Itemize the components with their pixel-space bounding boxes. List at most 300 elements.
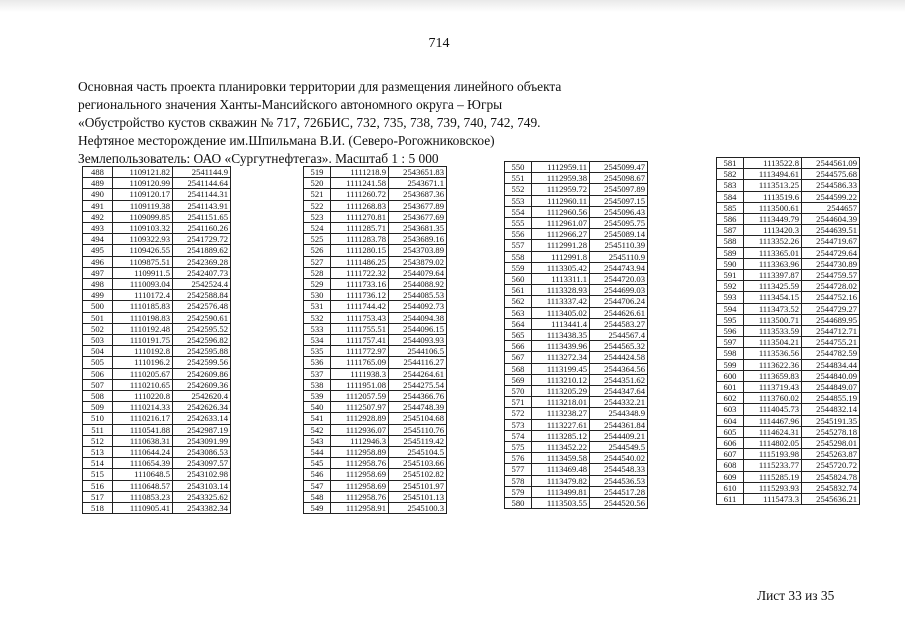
x-coordinate-cell: 1113205.29 <box>532 386 590 397</box>
point-number-cell: 546 <box>304 469 331 480</box>
point-number-cell: 506 <box>83 368 113 379</box>
point-number-cell: 518 <box>83 503 113 514</box>
point-number-cell: 530 <box>304 290 331 301</box>
x-coordinate-cell: 1113500.61 <box>744 202 802 213</box>
table-row <box>505 408 648 419</box>
header-line-4: Нефтяное месторождение им.Шпильмана В.И. (Северо-Рогожниковское) <box>78 133 495 148</box>
x-coordinate-cell: 1112958.76 <box>331 458 389 469</box>
y-coordinate-cell: 2544092.73 <box>389 301 447 312</box>
point-number-cell: 555 <box>505 218 532 229</box>
y-coordinate-cell: 2545104.68 <box>389 413 447 424</box>
table-row <box>83 346 231 357</box>
table-row <box>83 189 231 200</box>
x-coordinate-cell: 1113397.87 <box>744 270 802 281</box>
table-row <box>505 206 648 217</box>
point-number-cell: 513 <box>83 447 113 458</box>
document-header <box>78 78 678 168</box>
table-row <box>83 267 231 278</box>
point-number-cell: 492 <box>83 211 113 222</box>
table-row <box>304 267 447 278</box>
point-number-cell: 549 <box>304 503 331 514</box>
table-row <box>304 458 447 469</box>
y-coordinate-cell: 2542576.48 <box>173 301 231 312</box>
table-row <box>83 413 231 424</box>
point-number-cell: 580 <box>505 498 532 509</box>
x-coordinate-cell: 1113513.25 <box>744 180 802 191</box>
table-row <box>304 301 447 312</box>
y-coordinate-cell: 2544264.61 <box>389 368 447 379</box>
x-coordinate-cell: 1112958.69 <box>331 469 389 480</box>
point-number-cell: 608 <box>717 460 744 471</box>
point-number-cell: 556 <box>505 229 532 240</box>
table-row <box>505 307 648 318</box>
coordinates-table-1 <box>82 166 231 514</box>
point-number-cell: 578 <box>505 475 532 486</box>
table-row <box>304 234 447 245</box>
x-coordinate-cell: 1113469.48 <box>532 464 590 475</box>
point-number-cell: 503 <box>83 335 113 346</box>
point-number-cell: 504 <box>83 346 113 357</box>
y-coordinate-cell: 2544755.21 <box>802 337 860 348</box>
y-coordinate-cell: 2543091.99 <box>173 435 231 446</box>
y-coordinate-cell: 2545278.18 <box>802 426 860 437</box>
coordinates-table-4 <box>716 157 860 505</box>
point-number-cell: 501 <box>83 312 113 323</box>
point-number-cell: 601 <box>717 382 744 393</box>
point-number-cell: 498 <box>83 279 113 290</box>
table-row <box>304 200 447 211</box>
y-coordinate-cell: 2544096.15 <box>389 323 447 334</box>
y-coordinate-cell: 2545096.43 <box>590 206 648 217</box>
table-row <box>83 402 231 413</box>
table-row <box>304 469 447 480</box>
table-row <box>505 240 648 251</box>
y-coordinate-cell: 2545099.47 <box>590 162 648 173</box>
point-number-cell: 610 <box>717 482 744 493</box>
x-coordinate-cell: 1112936.07 <box>331 424 389 435</box>
point-number-cell: 489 <box>83 178 113 189</box>
header-line-1: Основная часть проекта планировки территории для размещения линейного объекта <box>78 79 562 94</box>
table-row <box>505 374 648 385</box>
y-coordinate-cell: 2544351.62 <box>590 374 648 385</box>
y-coordinate-cell: 2544085.53 <box>389 290 447 301</box>
y-coordinate-cell: 2545832.74 <box>802 482 860 493</box>
table-row <box>83 167 231 178</box>
x-coordinate-cell: 1113536.56 <box>744 348 802 359</box>
y-coordinate-cell: 2545263.87 <box>802 449 860 460</box>
y-coordinate-cell: 2544364.56 <box>590 363 648 374</box>
y-coordinate-cell: 2544079.64 <box>389 267 447 278</box>
table-row <box>717 494 860 505</box>
point-number-cell: 588 <box>717 236 744 247</box>
x-coordinate-cell: 1113272.34 <box>532 352 590 363</box>
y-coordinate-cell: 2542987.19 <box>173 424 231 435</box>
x-coordinate-cell: 1113365.01 <box>744 247 802 258</box>
table-row <box>717 404 860 415</box>
table-row <box>717 370 860 381</box>
point-number-cell: 541 <box>304 413 331 424</box>
point-number-cell: 570 <box>505 386 532 397</box>
table-row <box>304 402 447 413</box>
x-coordinate-cell: 1111753.43 <box>331 312 389 323</box>
table-row <box>505 318 648 329</box>
x-coordinate-cell: 1114045.73 <box>744 404 802 415</box>
table-row <box>83 290 231 301</box>
y-coordinate-cell: 2544347.64 <box>590 386 648 397</box>
y-coordinate-cell: 2545110.39 <box>590 240 648 251</box>
x-coordinate-cell: 1112959.72 <box>532 184 590 195</box>
y-coordinate-cell: 2542590.61 <box>173 312 231 323</box>
point-number-cell: 553 <box>505 195 532 206</box>
y-coordinate-cell: 2543677.89 <box>389 200 447 211</box>
table-row <box>717 303 860 314</box>
x-coordinate-cell: 1111268.83 <box>331 200 389 211</box>
y-coordinate-cell: 2544540.02 <box>590 453 648 464</box>
x-coordinate-cell: 1110210.65 <box>113 379 173 390</box>
table-row <box>717 236 860 247</box>
x-coordinate-cell: 1112946.3 <box>331 435 389 446</box>
x-coordinate-cell: 1113337.42 <box>532 296 590 307</box>
table-row <box>83 279 231 290</box>
y-coordinate-cell: 2542609.36 <box>173 379 231 390</box>
table-row <box>505 430 648 441</box>
table-row <box>304 435 447 446</box>
y-coordinate-cell: 2544730.89 <box>802 258 860 269</box>
y-coordinate-cell: 2545098.67 <box>590 173 648 184</box>
point-number-cell: 577 <box>505 464 532 475</box>
y-coordinate-cell: 2544361.84 <box>590 419 648 430</box>
table-row <box>717 281 860 292</box>
y-coordinate-cell: 2544706.24 <box>590 296 648 307</box>
table-row <box>304 256 447 267</box>
x-coordinate-cell: 1112966.27 <box>532 229 590 240</box>
y-coordinate-cell: 2543677.69 <box>389 211 447 222</box>
point-number-cell: 558 <box>505 251 532 262</box>
y-coordinate-cell: 2543103.14 <box>173 480 231 491</box>
table-row <box>83 211 231 222</box>
table-row <box>717 471 860 482</box>
table-row <box>83 458 231 469</box>
x-coordinate-cell: 1113500.71 <box>744 314 802 325</box>
y-coordinate-cell: 2543097.57 <box>173 458 231 469</box>
point-number-cell: 584 <box>717 191 744 202</box>
x-coordinate-cell: 1113494.61 <box>744 169 802 180</box>
y-coordinate-cell: 2542588.84 <box>173 290 231 301</box>
point-number-cell: 495 <box>83 245 113 256</box>
x-coordinate-cell: 1114624.31 <box>744 426 802 437</box>
point-number-cell: 585 <box>717 202 744 213</box>
y-coordinate-cell: 2541160.26 <box>173 223 231 234</box>
point-number-cell: 534 <box>304 335 331 346</box>
x-coordinate-cell: 1111486.25 <box>331 256 389 267</box>
x-coordinate-cell: 1110648.5 <box>113 469 173 480</box>
table-row <box>505 419 648 430</box>
y-coordinate-cell: 2545101.97 <box>389 480 447 491</box>
x-coordinate-cell: 1109875.51 <box>113 256 173 267</box>
y-coordinate-cell: 2544520.56 <box>590 498 648 509</box>
y-coordinate-cell: 2544834.44 <box>802 359 860 370</box>
x-coordinate-cell: 1110196.2 <box>113 357 173 368</box>
table-row <box>304 368 447 379</box>
table-row <box>717 314 860 325</box>
point-number-cell: 519 <box>304 167 331 178</box>
point-number-cell: 600 <box>717 370 744 381</box>
table-row <box>304 167 447 178</box>
y-coordinate-cell: 2544366.76 <box>389 391 447 402</box>
x-coordinate-cell: 1113519.6 <box>744 191 802 202</box>
point-number-cell: 511 <box>83 424 113 435</box>
y-coordinate-cell: 2541144.9 <box>173 167 231 178</box>
y-coordinate-cell: 2543086.53 <box>173 447 231 458</box>
table-row <box>505 274 648 285</box>
table-row <box>83 200 231 211</box>
table-row <box>505 442 648 453</box>
x-coordinate-cell: 1113425.59 <box>744 281 802 292</box>
x-coordinate-cell: 1113522.8 <box>744 158 802 169</box>
y-coordinate-cell: 2545089.14 <box>590 229 648 240</box>
table-row <box>717 337 860 348</box>
point-number-cell: 538 <box>304 379 331 390</box>
point-number-cell: 527 <box>304 256 331 267</box>
point-number-cell: 523 <box>304 211 331 222</box>
table-row <box>717 258 860 269</box>
y-coordinate-cell: 2544759.57 <box>802 270 860 281</box>
x-coordinate-cell: 1111744.42 <box>331 301 389 312</box>
table-row <box>717 158 860 169</box>
point-number-cell: 599 <box>717 359 744 370</box>
x-coordinate-cell: 1110216.17 <box>113 413 173 424</box>
x-coordinate-cell: 1111280.15 <box>331 245 389 256</box>
table-row <box>505 453 648 464</box>
x-coordinate-cell: 1109322.93 <box>113 234 173 245</box>
point-number-cell: 604 <box>717 415 744 426</box>
point-number-cell: 497 <box>83 267 113 278</box>
y-coordinate-cell: 2544728.02 <box>802 281 860 292</box>
x-coordinate-cell: 1113311.1 <box>532 274 590 285</box>
point-number-cell: 500 <box>83 301 113 312</box>
x-coordinate-cell: 1113352.26 <box>744 236 802 247</box>
x-coordinate-cell: 1112958.89 <box>331 447 389 458</box>
table-row <box>717 460 860 471</box>
point-number-cell: 522 <box>304 200 331 211</box>
point-number-cell: 536 <box>304 357 331 368</box>
y-coordinate-cell: 2543687.36 <box>389 189 447 200</box>
point-number-cell: 490 <box>83 189 113 200</box>
point-number-cell: 573 <box>505 419 532 430</box>
table-row <box>304 424 447 435</box>
y-coordinate-cell: 2544275.54 <box>389 379 447 390</box>
x-coordinate-cell: 1110654.39 <box>113 458 173 469</box>
point-number-cell: 540 <box>304 402 331 413</box>
point-number-cell: 525 <box>304 234 331 245</box>
y-coordinate-cell: 2544604.39 <box>802 214 860 225</box>
y-coordinate-cell: 2544094.38 <box>389 312 447 323</box>
x-coordinate-cell: 1110214.33 <box>113 402 173 413</box>
x-coordinate-cell: 1113328.93 <box>532 285 590 296</box>
table-row <box>83 480 231 491</box>
y-coordinate-cell: 2541729.72 <box>173 234 231 245</box>
y-coordinate-cell: 2541144.31 <box>173 189 231 200</box>
x-coordinate-cell: 1113479.82 <box>532 475 590 486</box>
y-coordinate-cell: 2544106.5 <box>389 346 447 357</box>
point-number-cell: 582 <box>717 169 744 180</box>
table-row <box>717 382 860 393</box>
point-number-cell: 508 <box>83 391 113 402</box>
y-coordinate-cell: 2544626.61 <box>590 307 648 318</box>
x-coordinate-cell: 1113499.81 <box>532 486 590 497</box>
point-number-cell: 566 <box>505 341 532 352</box>
x-coordinate-cell: 1112928.89 <box>331 413 389 424</box>
x-coordinate-cell: 1111260.72 <box>331 189 389 200</box>
y-coordinate-cell: 2544517.28 <box>590 486 648 497</box>
x-coordinate-cell: 1112991.28 <box>532 240 590 251</box>
x-coordinate-cell: 1113503.55 <box>532 498 590 509</box>
y-coordinate-cell: 2542626.34 <box>173 402 231 413</box>
y-coordinate-cell: 2545298.01 <box>802 438 860 449</box>
point-number-cell: 507 <box>83 379 113 390</box>
y-coordinate-cell: 2545100.3 <box>389 503 447 514</box>
table-row <box>717 292 860 303</box>
y-coordinate-cell: 2545110.9 <box>590 251 648 262</box>
point-number-cell: 547 <box>304 480 331 491</box>
point-number-cell: 559 <box>505 262 532 273</box>
table-row <box>505 486 648 497</box>
x-coordinate-cell: 1110638.31 <box>113 435 173 446</box>
table-row <box>83 379 231 390</box>
point-number-cell: 591 <box>717 270 744 281</box>
x-coordinate-cell: 1113210.12 <box>532 374 590 385</box>
x-coordinate-cell: 1109099.85 <box>113 211 173 222</box>
table-row <box>304 189 447 200</box>
table-row <box>304 290 447 301</box>
x-coordinate-cell: 1115285.19 <box>744 471 802 482</box>
x-coordinate-cell: 1113760.02 <box>744 393 802 404</box>
x-coordinate-cell: 1111755.51 <box>331 323 389 334</box>
point-number-cell: 583 <box>717 180 744 191</box>
point-number-cell: 514 <box>83 458 113 469</box>
y-coordinate-cell: 2545104.5 <box>389 447 447 458</box>
table-row <box>717 270 860 281</box>
point-number-cell: 526 <box>304 245 331 256</box>
x-coordinate-cell: 1115473.3 <box>744 494 802 505</box>
y-coordinate-cell: 2543681.35 <box>389 223 447 234</box>
page-number: 714 <box>428 36 450 51</box>
x-coordinate-cell: 1113227.61 <box>532 419 590 430</box>
table-row <box>83 335 231 346</box>
y-coordinate-cell: 2544599.22 <box>802 191 860 202</box>
x-coordinate-cell: 1112991.8 <box>532 251 590 262</box>
scan-top-edge <box>0 0 905 12</box>
y-coordinate-cell: 2545720.72 <box>802 460 860 471</box>
x-coordinate-cell: 1110220.8 <box>113 391 173 402</box>
point-number-cell: 589 <box>717 247 744 258</box>
point-number-cell: 528 <box>304 267 331 278</box>
point-number-cell: 552 <box>505 184 532 195</box>
y-coordinate-cell: 2544729.64 <box>802 247 860 258</box>
x-coordinate-cell: 1114467.96 <box>744 415 802 426</box>
y-coordinate-cell: 2544409.21 <box>590 430 648 441</box>
table-row <box>717 225 860 236</box>
y-coordinate-cell: 2544565.32 <box>590 341 648 352</box>
point-number-cell: 572 <box>505 408 532 419</box>
y-coordinate-cell: 2545191.35 <box>802 415 860 426</box>
table-row <box>304 312 447 323</box>
x-coordinate-cell: 1110541.88 <box>113 424 173 435</box>
point-number-cell: 575 <box>505 442 532 453</box>
table-row <box>304 413 447 424</box>
y-coordinate-cell: 2541143.91 <box>173 200 231 211</box>
y-coordinate-cell: 2542595.88 <box>173 346 231 357</box>
x-coordinate-cell: 1110644.24 <box>113 447 173 458</box>
x-coordinate-cell: 1111736.12 <box>331 290 389 301</box>
y-coordinate-cell: 2544712.71 <box>802 326 860 337</box>
x-coordinate-cell: 1109120.99 <box>113 178 173 189</box>
y-coordinate-cell: 2543651.83 <box>389 167 447 178</box>
x-coordinate-cell: 1115293.93 <box>744 482 802 493</box>
y-coordinate-cell: 2544549.5 <box>590 442 648 453</box>
point-number-cell: 494 <box>83 234 113 245</box>
y-coordinate-cell: 2543325.62 <box>173 491 231 502</box>
y-coordinate-cell: 2545097.15 <box>590 195 648 206</box>
table-row <box>83 178 231 189</box>
point-number-cell: 529 <box>304 279 331 290</box>
coordinates-table-2 <box>303 166 447 514</box>
point-number-cell: 581 <box>717 158 744 169</box>
point-number-cell: 574 <box>505 430 532 441</box>
point-number-cell: 587 <box>717 225 744 236</box>
y-coordinate-cell: 2544424.58 <box>590 352 648 363</box>
table-row <box>83 368 231 379</box>
table-row <box>717 169 860 180</box>
header-line-3: «Обустройство кустов скважин № 717, 726БИС, 732, 735, 738, 739, 740, 742, 749. <box>78 115 541 130</box>
point-number-cell: 562 <box>505 296 532 307</box>
table-row <box>717 393 860 404</box>
table-row <box>717 482 860 493</box>
x-coordinate-cell: 1113363.96 <box>744 258 802 269</box>
table-row <box>304 391 447 402</box>
point-number-cell: 532 <box>304 312 331 323</box>
point-number-cell: 537 <box>304 368 331 379</box>
x-coordinate-cell: 1109120.17 <box>113 189 173 200</box>
point-number-cell: 517 <box>83 491 113 502</box>
x-coordinate-cell: 1112958.76 <box>331 491 389 502</box>
point-number-cell: 598 <box>717 348 744 359</box>
x-coordinate-cell: 1113719.43 <box>744 382 802 393</box>
x-coordinate-cell: 1113420.3 <box>744 225 802 236</box>
x-coordinate-cell: 1111283.78 <box>331 234 389 245</box>
y-coordinate-cell: 2545101.13 <box>389 491 447 502</box>
point-number-cell: 545 <box>304 458 331 469</box>
y-coordinate-cell: 2542609.86 <box>173 368 231 379</box>
table-row <box>717 449 860 460</box>
coordinates-table-3 <box>504 161 648 509</box>
point-number-cell: 569 <box>505 374 532 385</box>
x-coordinate-cell: 1113218.01 <box>532 397 590 408</box>
y-coordinate-cell: 2544849.07 <box>802 382 860 393</box>
table-row <box>505 330 648 341</box>
x-coordinate-cell: 1113533.59 <box>744 326 802 337</box>
y-coordinate-cell: 2544583.27 <box>590 318 648 329</box>
y-coordinate-cell: 2541151.65 <box>173 211 231 222</box>
table-row <box>83 223 231 234</box>
table-row <box>304 335 447 346</box>
y-coordinate-cell: 2543689.16 <box>389 234 447 245</box>
x-coordinate-cell: 1111218.9 <box>331 167 389 178</box>
table-row <box>83 391 231 402</box>
point-number-cell: 510 <box>83 413 113 424</box>
point-number-cell: 551 <box>505 173 532 184</box>
y-coordinate-cell: 2544093.93 <box>389 335 447 346</box>
